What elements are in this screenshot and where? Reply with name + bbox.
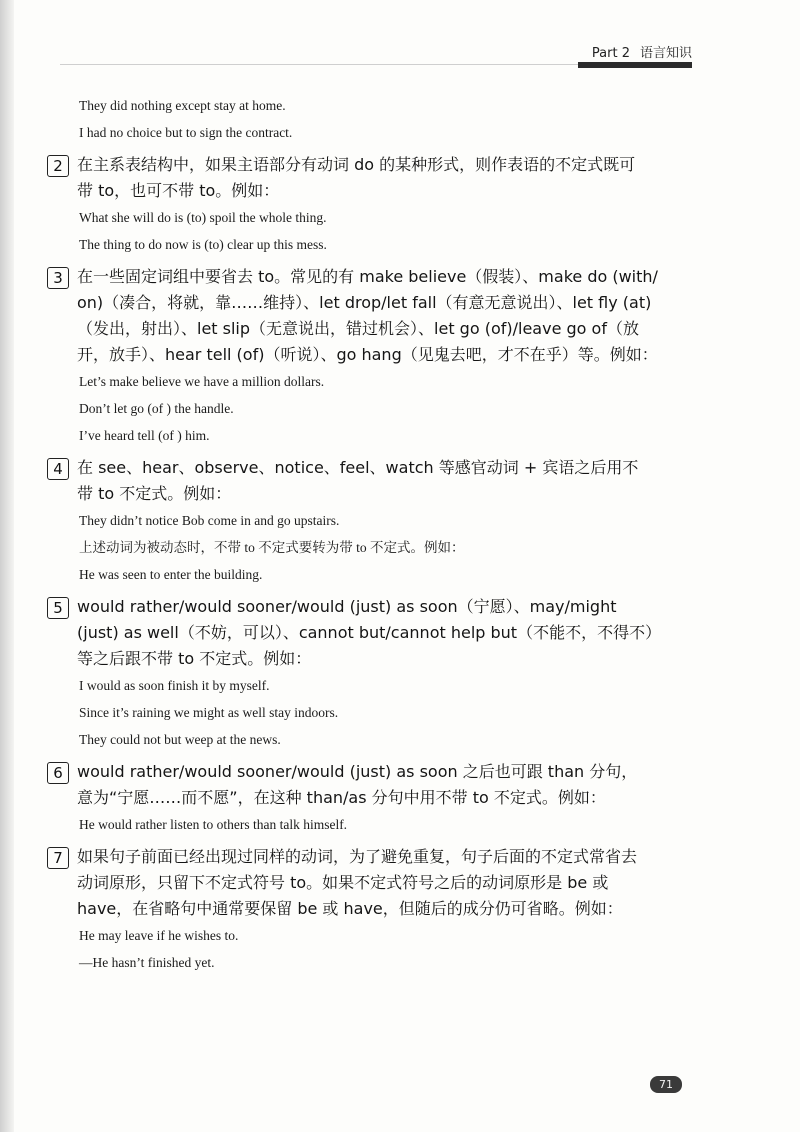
- rule-section-7: [44, 844, 694, 976]
- rule-number-box: 6: [47, 762, 69, 784]
- rule-line: would rather/would sooner/would (just) as soon（宁愿）、may/might: [77, 597, 617, 616]
- example-sentence: I would as soon finish it by myself.: [79, 678, 270, 693]
- example-sentence: They didn’t notice Bob come in and go upstairs.: [79, 513, 340, 528]
- example-sentence: He was seen to enter the building.: [79, 567, 263, 582]
- rule-line: 等之后跟不带 to 不定式。例如：: [77, 649, 312, 668]
- rule-section-2: [44, 152, 694, 258]
- rule-line: 在主系表结构中，如果主语部分有动词 do 的某种形式，则作表语的不定式既可: [77, 155, 636, 174]
- example-sentence: I had no choice but to sign the contract.: [79, 125, 293, 140]
- rule-text: [44, 844, 694, 922]
- example-sentence: Let’s make believe we have a million dollars.: [79, 374, 325, 389]
- rule-line: （发出，射出）、let slip（无意说出，错过机会）、let go (of)/leave go of（放: [77, 319, 639, 338]
- rule-text: [44, 455, 694, 507]
- example-sentence: Since it’s raining we might as well stay indoors.: [79, 705, 339, 720]
- rule-line: (just) as well（不妨，可以）、cannot but/cannot help but（不能不，不得不）: [77, 623, 662, 642]
- rule-section-5: [44, 594, 694, 753]
- example-sentence: He would rather listen to others than talk himself.: [79, 817, 348, 832]
- rule-line: 动词原形，只留下不定式符号 to。如果不定式符号之后的动词原形是 be 或: [77, 873, 609, 892]
- rule-line: 意为“宁愿……而不愿”，在这种 than/as 分句中用不带 to 不定式。例如：: [77, 788, 606, 807]
- header-title: 语言知识: [639, 46, 692, 61]
- rule-number-box: 4: [47, 458, 69, 480]
- rule-section-4: [44, 455, 694, 588]
- example-sentence: He may leave if he wishes to.: [79, 928, 239, 943]
- example-sentence: What she will do is (to) spoil the whole thing.: [79, 210, 327, 225]
- rule-line: 在 see、hear、observe、notice、feel、watch 等感官动词 + 宾语之后用不: [77, 458, 639, 477]
- rule-line: 开，放手）、hear tell (of)（听说）、go hang（见鬼去吧，才不在乎）等。例如：: [77, 345, 658, 364]
- example-sentence: They did nothing except stay at home.: [79, 98, 286, 113]
- page-binding-shadow: [0, 0, 14, 1132]
- page-content: [44, 92, 694, 976]
- running-header: [592, 42, 692, 61]
- example-sentence: I’ve heard tell (of ) him.: [79, 428, 210, 443]
- rule-number-box: 5: [47, 597, 69, 619]
- rule-text: [44, 594, 694, 672]
- rule-text: [44, 152, 694, 204]
- rule-line: 在一些固定词组中要省去 to。常见的有 make believe（假装）、make do (with/: [77, 267, 658, 286]
- rule-line: 如果句子前面已经出现过同样的动词，为了避免重复，句子后面的不定式常省去: [77, 847, 638, 866]
- rule-line: on)（凑合，将就，靠……维持）、let drop/let fall（有意无意说出）、let fly (at): [77, 293, 652, 312]
- rule-number-box: 7: [47, 847, 69, 869]
- rule-section-6: [44, 759, 694, 838]
- example-note: 上述动词为被动态时，不带 to 不定式要转为带 to 不定式。例如：: [79, 540, 465, 555]
- rule-text: [44, 264, 694, 368]
- rule-line: have，在省略句中通常要保留 be 或 have，但随后的成分仍可省略。例如：: [77, 899, 623, 918]
- example-sentence: —He hasn’t finished yet.: [79, 955, 215, 970]
- rule-section-3: [44, 264, 694, 449]
- page-number-badge: 71: [650, 1076, 682, 1093]
- example-sentence: The thing to do now is (to) clear up this mess.: [79, 237, 327, 252]
- rule-text: [44, 759, 694, 811]
- header-thin-rule: [60, 64, 580, 65]
- header-thick-rule: [578, 62, 692, 68]
- header-part: Part 2: [591, 46, 630, 61]
- example-sentence: They could not but weep at the news.: [79, 732, 281, 747]
- rule-line: 带 to，也可不带 to。例如：: [77, 181, 280, 200]
- rule-line: 带 to 不定式。例如：: [77, 484, 232, 503]
- rule-line: would rather/would sooner/would (just) as soon 之后也可跟 than 分句，: [77, 762, 638, 781]
- rule-number-box: 3: [47, 267, 69, 289]
- example-sentence: Don’t let go (of ) the handle.: [79, 401, 234, 416]
- rule-number-box: 2: [47, 155, 69, 177]
